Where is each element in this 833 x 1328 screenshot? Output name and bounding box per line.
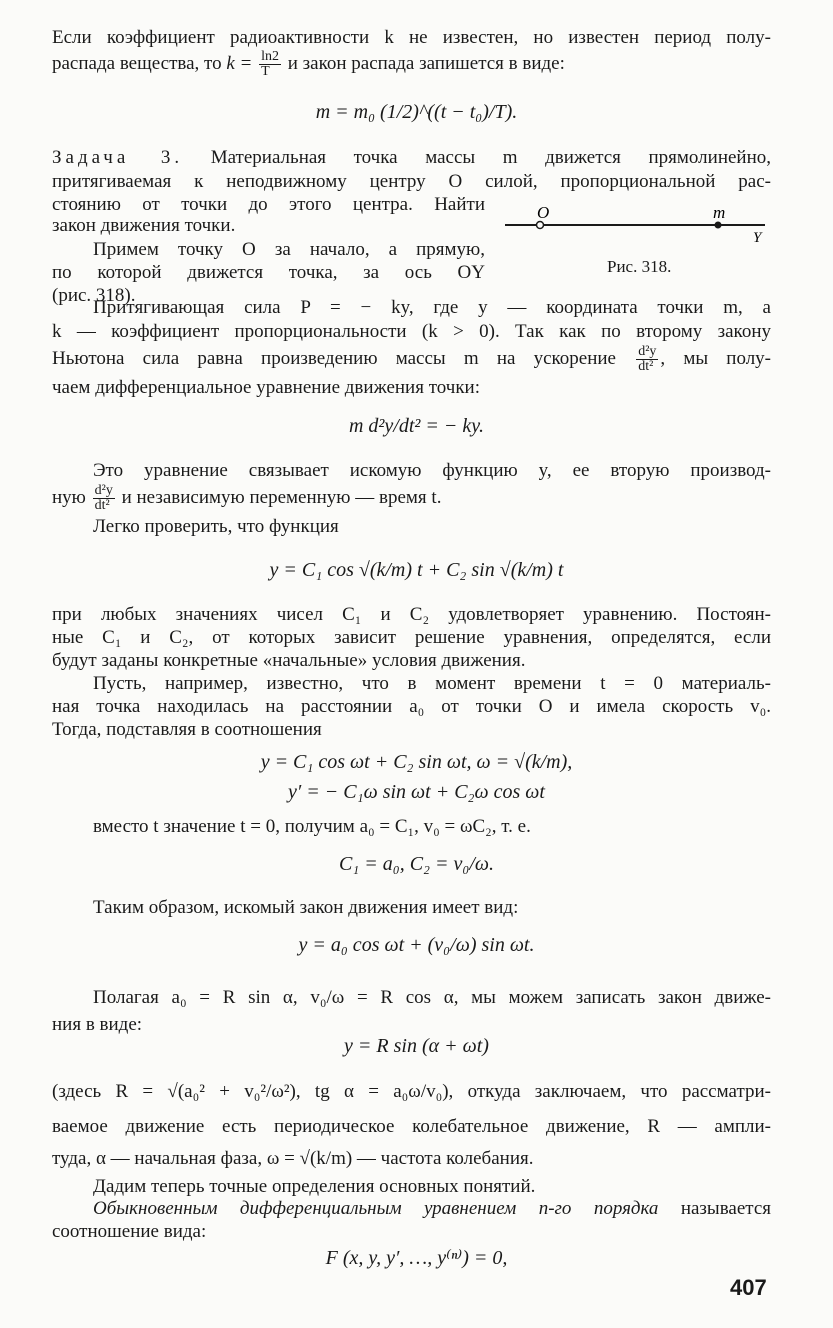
- text-line: будут заданы конкретные «начальные» условия движения.: [52, 650, 526, 671]
- text-line: Тогда, подставляя в соотношения: [52, 719, 322, 740]
- equation: F (x, y, y′, …, y⁽ⁿ⁾) = 0,: [325, 1247, 508, 1269]
- text-line: по которой движется точка, за ось OY: [52, 262, 485, 283]
- equation: y = C₁ cos √(k/m) t + C₂ sin √(k/m) t: [269, 559, 564, 581]
- text-line: вместо t значение t = 0, получим a₀ = C₁, v₀ = ωC₂, т. е.: [93, 816, 531, 837]
- fraction: $\frac{\text{d²y}}{\text{dt²}}$: [94, 483, 113, 513]
- text-line: Примем точку O за начало, а прямую,: [93, 239, 485, 260]
- text-line: ные C₁ и C₂, от которых зависит решение уравнения, определятся, если: [52, 627, 771, 648]
- text-line: k — коэффициент пропорциональности (k > 0). Так как по второму закону: [52, 321, 771, 342]
- text-line: при любых значениях чисел C₁ и C₂ удовлетворяет уравнению. Постоян-: [52, 604, 771, 625]
- definition-term: Обыкновенным дифференциальным уравнением n-го порядка: [93, 1198, 659, 1219]
- equation: m d²y/dt² = − ky.: [348, 415, 485, 437]
- equation: y = R sin (α + ωt): [344, 1035, 489, 1057]
- text-line: Если коэффициент радиоактивности k не известен, но известен период полу-: [52, 27, 771, 48]
- text-line: соотношение вида:: [52, 1221, 207, 1242]
- text-line: Дадим теперь точные определения основных понятий.: [93, 1176, 536, 1197]
- text-line: (здесь R = √(a₀² + v₀²/ω²), tg α = a₀ω/v₀), откуда заключаем, что рассматри-: [52, 1081, 771, 1102]
- text-line: Это уравнение связывает искомую функцию y, ее вторую производ-: [93, 460, 771, 481]
- text-line: Ньютона сила равна произведению массы m на ускорение $\frac{\text{d²y}}{\text{dt²}}$ , мы полу-: [52, 344, 772, 374]
- page-number: 407: [730, 1275, 767, 1300]
- figure-caption: Рис. 318.: [607, 257, 672, 276]
- fraction: $\frac{\ln 2}{T}$: [261, 49, 279, 79]
- text-line: ную $\frac{\text{d²y}}{\text{dt²}}$ и независимую переменную — время t.: [52, 483, 442, 513]
- text-line: Задача 3. Материальная точка массы m движется прямолинейно,: [52, 147, 772, 168]
- text-line: (рис. 318).: [52, 285, 136, 306]
- text-line: Притягивающая сила P = − ky, где y — координата точки m, а: [93, 297, 771, 318]
- label-y: Y: [753, 230, 762, 246]
- equation: C₁ = a₀, C₂ = v₀/ω.: [338, 853, 495, 875]
- text-line: ваемое движение есть периодическое колебательное движение, R — ампли-: [52, 1116, 771, 1137]
- text-line: Обыкновенным дифференциальным уравнением n-го порядка называется: [93, 1198, 771, 1219]
- equation: y = a₀ cos ωt + (v₀/ω) sin ωt.: [298, 934, 535, 956]
- label-m: m: [713, 203, 726, 222]
- text-line: туда, α — начальная фаза, ω = √(k/m) — частота колебания.: [52, 1148, 534, 1169]
- equation: m = m₀ (1/2)^((t − t₀)/T).: [315, 101, 518, 123]
- text-line: Пусть, например, известно, что в момент времени t = 0 материаль-: [93, 673, 771, 694]
- label-o: O: [537, 203, 550, 222]
- text-line: Легко проверить, что функция: [93, 516, 339, 537]
- text-line: закон движения точки.: [52, 215, 236, 236]
- text-line: ния в виде:: [52, 1014, 143, 1035]
- text-line: стоянию от точки до этого центра. Найти: [52, 194, 485, 215]
- text-line: распада вещества, то k = $\frac{\ln 2}{T}$ и закон распада запишется в виде:: [52, 49, 565, 79]
- fraction: $\frac{\text{d²y}}{\text{dt²}}$: [638, 344, 657, 374]
- text-line: Таким образом, искомый закон движения имеет вид:: [93, 897, 519, 918]
- point-m: [715, 222, 722, 229]
- equation: y = C₁ cos ωt + C₂ sin ωt, ω = √(k/m),: [260, 751, 573, 773]
- equation: y′ = − C₁ω sin ωt + C₂ω cos ωt: [288, 781, 545, 803]
- text-line: чаем дифференциальное уравнение движения точки:: [52, 377, 481, 398]
- text-line: ная точка находилась на расстоянии a₀ от точки O и имела скорость v₀.: [52, 696, 771, 717]
- text-line: притягиваемая к неподвижному центру O силой, пропорциональной рас-: [52, 171, 771, 192]
- point-o: [537, 222, 544, 229]
- text-line: Полагая a₀ = R sin α, v₀/ω = R cos α, мы можем записать закон движе-: [93, 987, 771, 1008]
- task-heading: Задача 3.: [52, 147, 184, 168]
